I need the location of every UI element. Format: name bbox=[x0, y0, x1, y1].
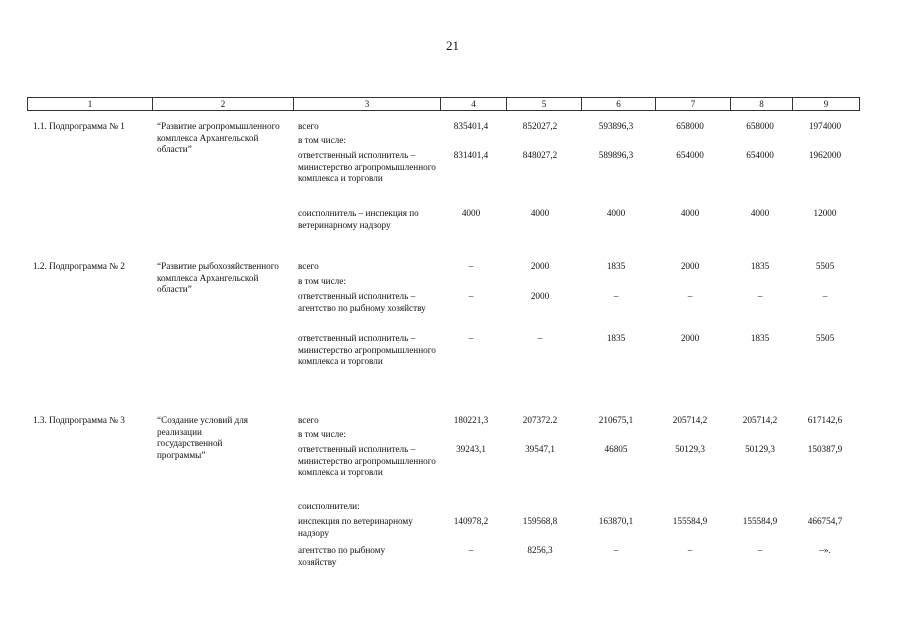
header-col-6: 6 bbox=[581, 98, 655, 110]
value-cell: 466754,7 bbox=[807, 516, 843, 526]
header-col-2: 2 bbox=[152, 98, 293, 110]
item-label: ответственный исполнитель – агентство по рыбному хозяйству bbox=[298, 291, 426, 313]
header-col-1: 1 bbox=[87, 99, 93, 109]
value-cell: – bbox=[468, 261, 474, 271]
item-label: в том числе: bbox=[298, 276, 346, 286]
value-cell: 159568,8 bbox=[522, 516, 558, 526]
value-cell: 654000 bbox=[746, 150, 774, 160]
value-cell: 163870,1 bbox=[598, 516, 634, 526]
value-cell: 852027,2 bbox=[522, 121, 558, 131]
item-label: ответственный исполнитель – министерство агропромышленного комплекса и торговли bbox=[298, 333, 436, 366]
program-title: “Развитие рыбохозяйственного комплекса Архангельской области” bbox=[157, 261, 279, 294]
value-cell: 39547,1 bbox=[525, 444, 555, 454]
item-label: в том числе: bbox=[298, 135, 346, 145]
value-cell: – bbox=[687, 291, 693, 301]
value-cell: – bbox=[468, 333, 474, 343]
value-cell: 140978,2 bbox=[453, 516, 489, 526]
value-cell: 4000 bbox=[461, 208, 481, 218]
header-col-4: 4 bbox=[440, 98, 506, 110]
value-cell: 1835 bbox=[750, 261, 770, 271]
value-cell: 2000 bbox=[530, 291, 550, 301]
value-cell: – bbox=[613, 545, 619, 555]
value-cell: 2000 bbox=[680, 261, 700, 271]
item-label: всего bbox=[298, 121, 319, 131]
value-cell: 5505 bbox=[815, 333, 835, 343]
value-cell: – bbox=[757, 545, 763, 555]
value-cell: 1835 bbox=[750, 333, 770, 343]
program-label: 1.3. Подпрограмма № 3 bbox=[33, 415, 125, 425]
program-label: 1.2. Подпрограмма № 2 bbox=[33, 261, 125, 271]
value-cell: 210675,1 bbox=[598, 415, 634, 425]
program-title: “Развитие агропромышленного комплекса Архангельской области” bbox=[157, 121, 280, 154]
value-cell: 180221,3 bbox=[453, 415, 489, 425]
item-label: соисполнители: bbox=[298, 501, 360, 511]
value-cell: 50129,3 bbox=[675, 444, 705, 454]
value-cell: – bbox=[613, 291, 619, 301]
value-cell: 658000 bbox=[746, 121, 774, 131]
item-label: ответственный исполнитель – министерство агропромышленного комплекса и торговли bbox=[298, 150, 436, 183]
value-cell: 4000 bbox=[750, 208, 770, 218]
value-cell: – bbox=[468, 291, 474, 301]
value-cell: 5505 bbox=[815, 261, 835, 271]
value-cell: 617142,6 bbox=[807, 415, 843, 425]
item-label: ответственный исполнитель – министерство агропромышленного комплекса и торговли bbox=[298, 444, 436, 477]
value-cell: – bbox=[822, 291, 828, 301]
value-cell: 8256,3 bbox=[527, 545, 553, 555]
value-cell: 593896,3 bbox=[598, 121, 634, 131]
value-cell: –». bbox=[819, 545, 831, 555]
value-cell: 2000 bbox=[680, 333, 700, 343]
header-col-8: 8 bbox=[730, 98, 792, 110]
value-cell: 848027,2 bbox=[522, 150, 558, 160]
header-col-3: 3 bbox=[293, 98, 440, 110]
value-cell: 155584,9 bbox=[672, 516, 708, 526]
value-cell: 1974000 bbox=[808, 121, 842, 131]
item-label: всего bbox=[298, 415, 319, 425]
value-cell: 1835 bbox=[606, 333, 626, 343]
header-col-5: 5 bbox=[506, 98, 581, 110]
value-cell: 4000 bbox=[606, 208, 626, 218]
value-cell: 39243,1 bbox=[456, 444, 486, 454]
value-cell: 4000 bbox=[530, 208, 550, 218]
value-cell: 207372.2 bbox=[522, 415, 558, 425]
value-cell: 155584,9 bbox=[742, 516, 778, 526]
item-label: соисполнитель – инспекция по ветеринарному надзору bbox=[298, 208, 419, 230]
value-cell: 46805 bbox=[604, 444, 628, 454]
value-cell: – bbox=[757, 291, 763, 301]
value-cell: 1835 bbox=[606, 261, 626, 271]
value-cell: 658000 bbox=[676, 121, 704, 131]
item-label: инспекция по ветеринарному надзору bbox=[298, 516, 413, 538]
value-cell: 50129,3 bbox=[745, 444, 775, 454]
page-number: 21 bbox=[446, 38, 459, 53]
value-cell: 4000 bbox=[680, 208, 700, 218]
value-cell: 12000 bbox=[813, 208, 837, 218]
header-col-9: 9 bbox=[792, 98, 859, 110]
table-header-row bbox=[27, 97, 860, 111]
value-cell: 2000 bbox=[530, 261, 550, 271]
value-cell: 589896,3 bbox=[598, 150, 634, 160]
program-title: “Создание условий для реализации государственной программы” bbox=[157, 415, 249, 460]
value-cell: – bbox=[537, 333, 543, 343]
value-cell: 205714,2 bbox=[672, 415, 708, 425]
value-cell: – bbox=[468, 545, 474, 555]
value-cell: 831401,4 bbox=[453, 150, 489, 160]
item-label: в том числе: bbox=[298, 429, 346, 439]
value-cell: 205714,2 bbox=[742, 415, 778, 425]
item-label: всего bbox=[298, 261, 319, 271]
value-cell: 835401,4 bbox=[453, 121, 489, 131]
header-col-7: 7 bbox=[655, 98, 730, 110]
program-label: 1.1. Подпрограмма № 1 bbox=[33, 121, 125, 131]
value-cell: – bbox=[687, 545, 693, 555]
value-cell: 1962000 bbox=[808, 150, 842, 160]
item-label: агентство по рыбному хозяйству bbox=[298, 545, 386, 567]
value-cell: 150387,9 bbox=[807, 444, 843, 454]
value-cell: 654000 bbox=[676, 150, 704, 160]
